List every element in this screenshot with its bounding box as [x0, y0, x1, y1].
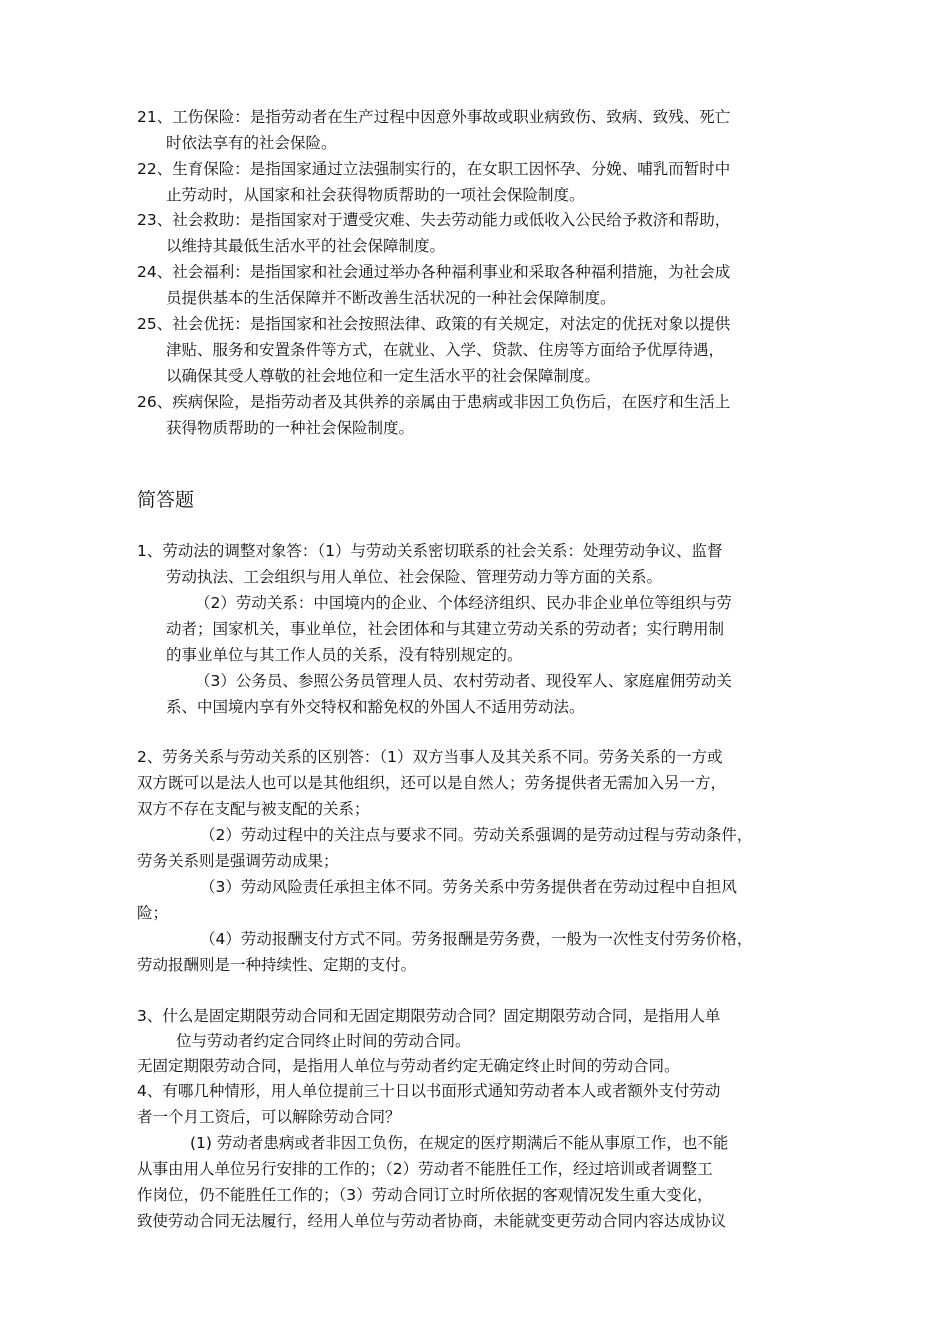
definition-21-line-1: 21、工伤保险：是指劳动者在生产过程中因意外事故或职业病致伤、致病、致残、死亡	[137, 108, 731, 126]
q1-line-7: 系、中国境内享有外交特权和豁免权的外国人不适用劳动法。	[166, 698, 585, 716]
definition-23-line-1: 23、社会救助：是指国家对于遭受灾难、失去劳动能力或低收入公民给予救济和帮助，	[137, 211, 731, 229]
q4-line-5: 作岗位，仍不能胜任工作的；（3）劳动合同订立时所依据的客观情况发生重大变化，	[137, 1186, 713, 1204]
definition-25-line-1: 25、社会优抚：是指国家和社会按照法律、政策的有关规定，对法定的优抚对象以提供	[137, 315, 731, 333]
q1-line-2: 劳动执法、工会组织与用人单位、社会保险、管理劳动力等方面的关系。	[166, 568, 663, 586]
definition-24-line-1: 24、社会福利：是指国家和社会通过举办各种福利事业和采取各种福利措施，为社会成	[137, 263, 731, 281]
q2-line-1: 2、劳务关系与劳动关系的区别答：（1）双方当事人及其关系不同。劳务关系的一方或	[137, 748, 723, 766]
definition-22-line-1: 22、生育保险：是指国家通过立法强制实行的，在女职工因怀孕、分娩、哺乳而暂时中	[137, 160, 731, 178]
definition-26-line-2: 获得物质帮助的一种社会保险制度。	[166, 419, 415, 437]
q2-line-7: 险；	[137, 904, 169, 922]
definition-25-line-3: 以确保其受人尊敬的社会地位和一定生活水平的社会保障制度。	[166, 367, 601, 385]
q4-line-6: 致使劳动合同无法履行，经用人单位与劳动者协商，未能就变更劳动合同内容达成协议	[137, 1212, 727, 1230]
definition-26-line-1: 26、疾病保险，是指劳动者及其供养的亲属由于患病或非因工负伤后，在医疗和生活上	[137, 393, 731, 411]
q2-line-4: （2）劳动过程中的关注点与要求不同。劳动关系强调的是劳动过程与劳动条件，	[200, 826, 753, 844]
q3-line-2: 位与劳动者约定合同终止时间的劳动合同。	[176, 1032, 471, 1050]
q4-line-2: 者一个月工资后，可以解除劳动合同？	[137, 1108, 401, 1126]
definition-24-line-2: 员提供基本的生活保障并不断改善生活状况的一种社会保障制度。	[166, 289, 616, 307]
q2-line-3: 双方不存在支配与被支配的关系；	[137, 800, 370, 818]
q2-line-2: 双方既可以是法人也可以是其他组织，还可以是自然人；劳务提供者无需加入另一方，	[137, 774, 727, 792]
q3-line-1: 3、什么是固定期限劳动合同和无固定期限劳动合同？固定期限劳动合同，是指用人单	[137, 1007, 721, 1025]
q2-line-6: （3）劳动风险责任承担主体不同。劳务关系中劳务提供者在劳动过程中自担风	[200, 878, 737, 896]
definition-23-line-2: 以维持其最低生活水平的社会保障制度。	[166, 237, 446, 255]
q4-line-3: (1) 劳动者患病或者非因工负伤，在规定的医疗期满后不能从事原工作，也不能	[190, 1134, 729, 1152]
q2-line-5: 劳务关系则是强调劳动成果；	[137, 852, 339, 870]
q4-line-1: 4、有哪几种情形，用人单位提前三十日以书面形式通知劳动者本人或者额外支付劳动	[137, 1082, 721, 1100]
q4-line-4: 从事由用人单位另行安排的工作的；（2）劳动者不能胜任工作，经过培训或者调整工	[137, 1160, 713, 1178]
q1-line-1: 1、劳动法的调整对象答：（1）与劳动关系密切联系的社会关系：处理劳动争议、监督	[137, 542, 723, 560]
q2-line-8: （4）劳动报酬支付方式不同。劳务报酬是劳务费，一般为一次性支付劳务价格，	[200, 930, 753, 948]
q3-line-3: 无固定期限劳动合同，是指用人单位与劳动者约定无确定终止时间的劳动合同。	[137, 1057, 680, 1075]
section-title: 简答题	[137, 489, 195, 511]
definition-21-line-2: 时依法享有的社会保险。	[166, 134, 337, 152]
q1-line-5: 的事业单位与其工作人员的关系，没有特别规定的。	[166, 646, 523, 664]
definition-22-line-2: 止劳动时，从国家和社会获得物质帮助的一项社会保险制度。	[166, 186, 585, 204]
q1-line-4: 动者；国家机关，事业单位，社会团体和与其建立劳动关系的劳动者；实行聘用制	[166, 620, 725, 638]
q1-line-6: （3）公务员、参照公务员管理人员、农村劳动者、现役军人、家庭雇佣劳动关	[195, 672, 732, 690]
definition-25-line-2: 津贴、服务和安置条件等方式，在就业、入学、贷款、住房等方面给予优厚待遇，	[166, 341, 725, 359]
q1-line-3: （2）劳动关系：中国境内的企业、个体经济组织、民办非企业单位等组织与劳	[195, 594, 732, 612]
q2-line-9: 劳动报酬则是一种持续性、定期的支付。	[137, 956, 417, 974]
